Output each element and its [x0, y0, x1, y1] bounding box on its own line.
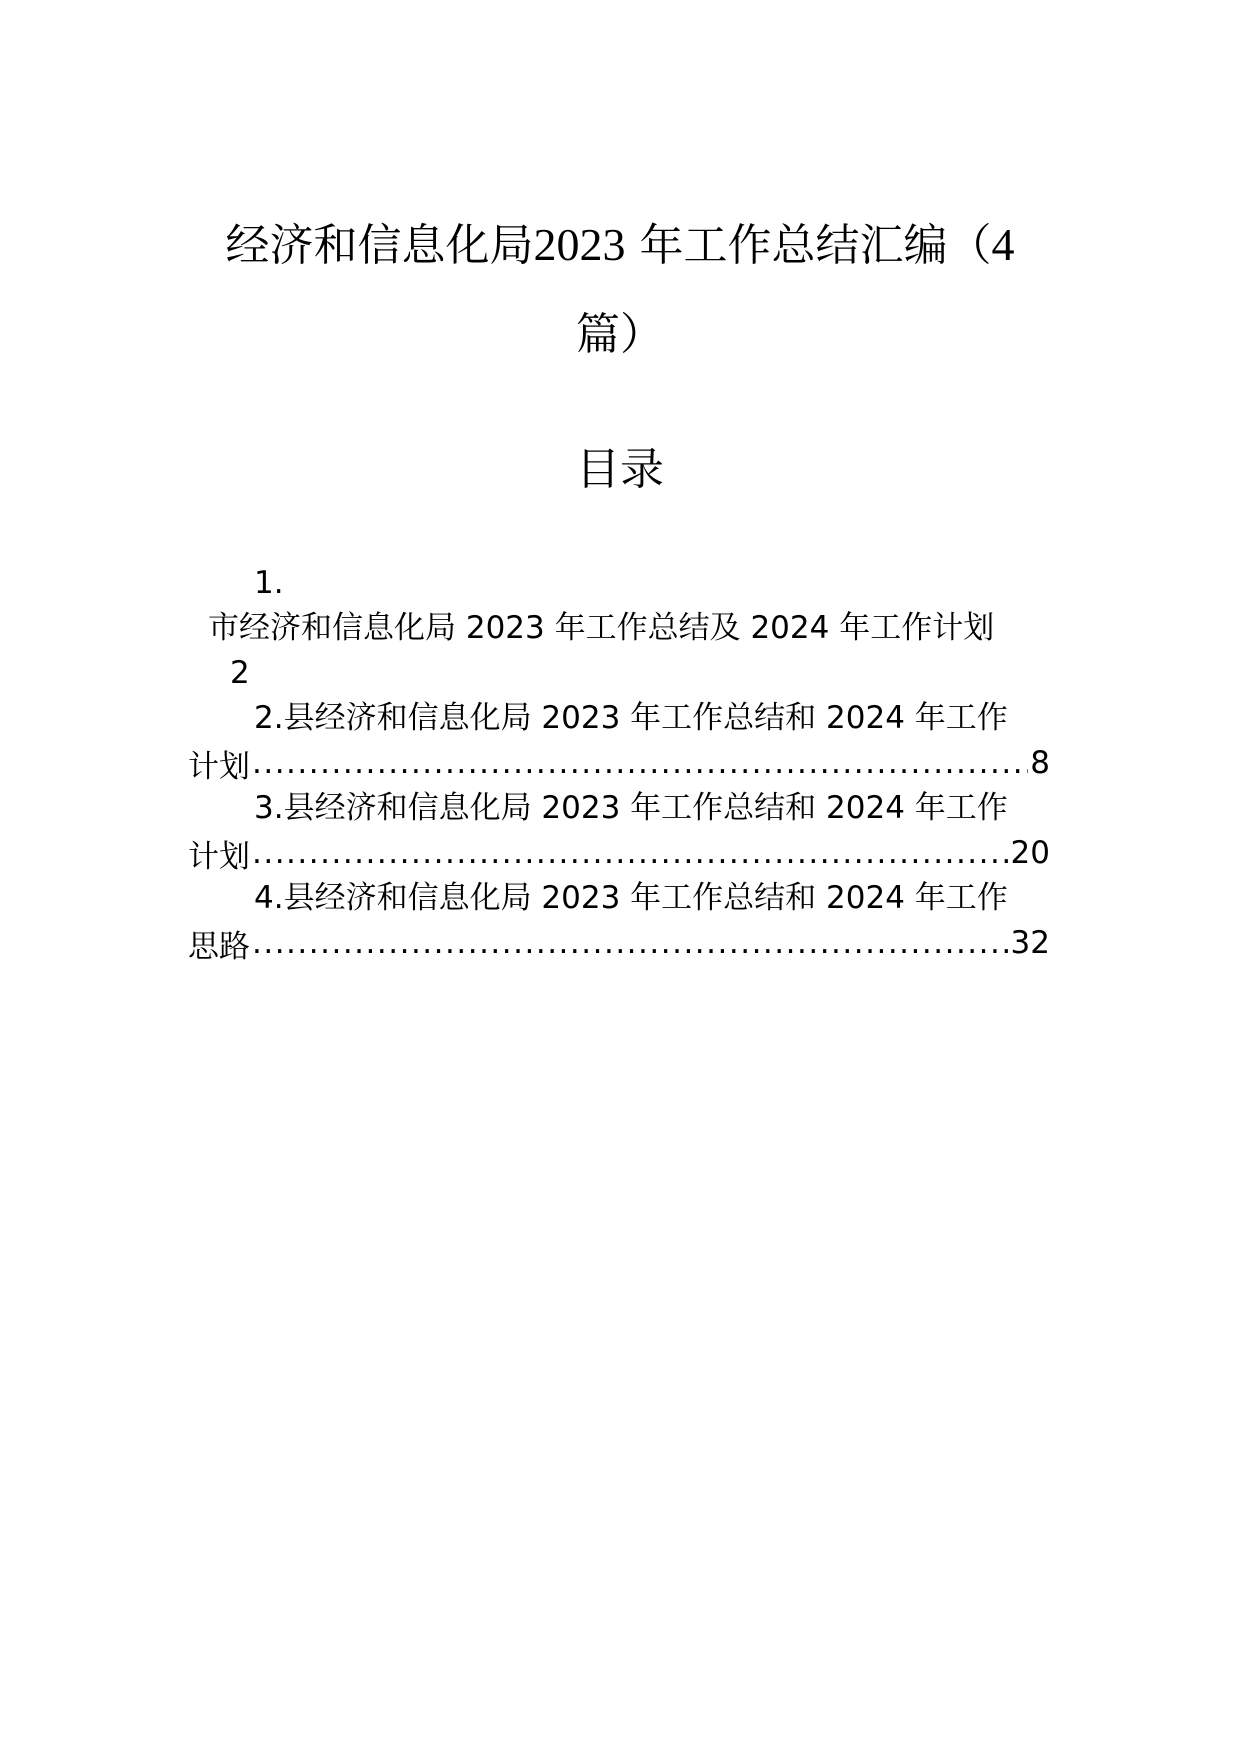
title-suffix: 年工作总结汇编（	[639, 220, 992, 271]
toc-entry-1-number[interactable]: 1.	[254, 565, 284, 601]
document-title-line-2: 篇）	[576, 309, 664, 360]
toc-entry-3-page: 20	[1010, 835, 1050, 871]
title-count: 4	[991, 219, 1015, 270]
toc-heading: 目录	[576, 444, 664, 495]
dot-leader	[252, 745, 1028, 781]
title-prefix: 经济和信息化局	[225, 220, 534, 271]
dot-leader	[252, 835, 1009, 871]
toc-entry-4-title-cont: 思路	[188, 928, 250, 965]
toc-entry-2-title[interactable]: 2.县经济和信息化局 2023 年工作总结和 2024 年工作	[254, 700, 1008, 736]
toc-entry-2-title-cont: 计划	[188, 748, 250, 785]
toc-entry-4-leader-line[interactable]	[188, 920, 1050, 966]
toc-entry-2-page: 8	[1030, 745, 1050, 781]
toc-entry-1-title[interactable]: 市经济和信息化局 2023 年工作总结及 2024 年工作计划	[208, 610, 995, 646]
toc-entry-4-title[interactable]: 4.县经济和信息化局 2023 年工作总结和 2024 年工作	[254, 880, 1008, 916]
title-year: 2023	[533, 219, 626, 270]
toc-entry-3-title-cont: 计划	[188, 838, 250, 875]
toc-entry-2-leader-line[interactable]	[188, 740, 1050, 786]
toc-entry-4-page: 32	[1010, 925, 1050, 961]
dot-leader	[252, 925, 1009, 961]
toc-entry-1-page[interactable]: 2	[230, 655, 250, 691]
toc-entry-3-leader-line[interactable]	[188, 830, 1050, 876]
toc-entry-3-title[interactable]: 3.县经济和信息化局 2023 年工作总结和 2024 年工作	[254, 790, 1008, 826]
document-title-line-1	[200, 215, 1040, 276]
